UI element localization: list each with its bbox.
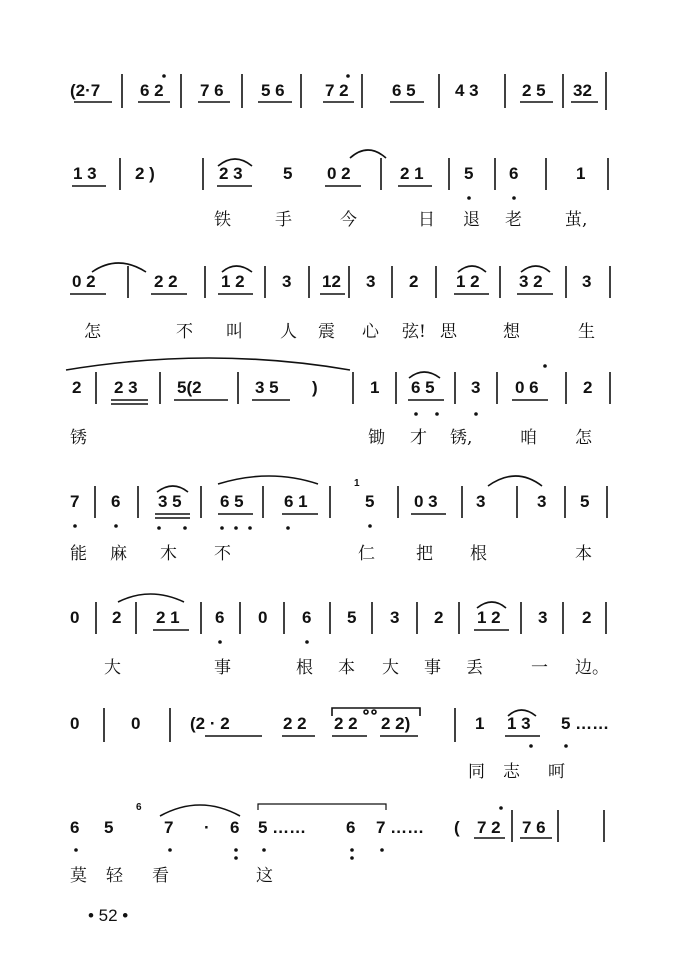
note-group: 0 2 [327, 164, 351, 183]
note-group: 6 5 [411, 378, 435, 397]
notation-system-3 [0, 258, 690, 368]
note-group: 2 5 [522, 81, 546, 100]
note-group: 7 [164, 818, 174, 837]
page-number: • 52 • [88, 906, 129, 925]
note-group: 5 [347, 608, 357, 627]
lyric: 日 [418, 210, 435, 230]
note-group: 6 1 [284, 492, 308, 511]
lyric: 事 [424, 658, 441, 678]
grace-note: 6 [136, 802, 142, 813]
note-group: 5 [104, 818, 114, 837]
note-group: 3 2 [519, 272, 543, 291]
lyric: 根 [470, 544, 487, 564]
lyric: 本 [338, 658, 355, 678]
note-group: 7 6 [200, 81, 224, 100]
lyric: 边。 [575, 658, 609, 678]
lyric: 才 [410, 428, 427, 448]
lyric: 把 [416, 544, 433, 564]
lyric: 仁 [358, 544, 375, 564]
notation-system-6 [0, 590, 690, 700]
system-4-marks [0, 360, 690, 470]
lyric: 莫 [70, 866, 87, 886]
lyric: 大 [382, 658, 399, 678]
note-group: 3 [476, 492, 486, 511]
note-group: 2 2 [334, 714, 358, 733]
lyric: 锈, [450, 428, 473, 448]
note-group: 2 1 [400, 164, 424, 183]
note-group: 6 5 [392, 81, 416, 100]
lyric: 能 [70, 544, 87, 564]
note-group: 5 [283, 164, 293, 183]
note-group: 1 [370, 378, 380, 397]
lyric: 锈 [70, 428, 87, 448]
lyric: 志 [503, 762, 520, 782]
notation-system-2 [0, 148, 690, 258]
note-group: 7 6 [522, 818, 546, 837]
note-group: 4 3 [455, 81, 479, 100]
lyric: 震 [318, 322, 335, 342]
lyric: 茧, [565, 210, 588, 230]
note-group: 2 2 [283, 714, 307, 733]
note-group: 6 2 [140, 81, 164, 100]
note-group: · [204, 818, 210, 837]
note-group: 1 2 [456, 272, 480, 291]
note-group: 3 [390, 608, 400, 627]
note-group: 0 [70, 714, 80, 733]
lyric: 不 [176, 322, 193, 342]
lyric: 轻 [106, 866, 123, 886]
lyric: 本 [575, 544, 592, 564]
note-group: ( [454, 818, 460, 837]
note-group: 3 [537, 492, 547, 511]
note-group: 7 2 [325, 81, 349, 100]
note-group: 5 …… [561, 714, 610, 733]
note-group: 3 5 [158, 492, 182, 511]
notation-system-8 [0, 800, 690, 910]
note-group: 1 [576, 164, 586, 183]
lyric: 麻 [110, 544, 127, 564]
lyric: 心 [362, 322, 379, 342]
note-group: 7 2 [477, 818, 501, 837]
note-group: 2 [583, 378, 593, 397]
note-group: 2 [434, 608, 444, 627]
note-group: 7 [70, 492, 80, 511]
note-group: 3 [366, 272, 376, 291]
note-group: 5(2 [177, 378, 202, 397]
notation-system-7 [0, 700, 690, 810]
note-group: 2 2) [381, 714, 411, 733]
lyric: 弦! [402, 322, 426, 342]
note-group: 6 [70, 818, 80, 837]
note-group: 6 [509, 164, 519, 183]
lyric: 木 [160, 544, 177, 564]
lyric: 咱 [520, 428, 537, 448]
note-group: 0 6 [515, 378, 539, 397]
note-group: 1 3 [73, 164, 97, 183]
lyric: 今 [340, 210, 357, 230]
note-group: 2 [582, 608, 592, 627]
lyric: 这 [256, 866, 273, 886]
note-group: 5 …… [258, 818, 307, 837]
notation-system-5 [0, 474, 690, 584]
note-group: (2·7 [70, 81, 101, 100]
lyric: 看 [152, 866, 169, 886]
note-group: 0 [70, 608, 80, 627]
note-group: 5 6 [261, 81, 285, 100]
lyric: 老 [505, 210, 522, 230]
lyric: 生 [578, 322, 595, 342]
note-group: 2 2 [154, 272, 178, 291]
note-group: 2 3 [219, 164, 243, 183]
lyric: 想 [503, 322, 520, 342]
note-group: 1 3 [507, 714, 531, 733]
note-group: 0 3 [414, 492, 438, 511]
note-group: 3 [282, 272, 292, 291]
lyric: 呵 [548, 762, 565, 782]
lyric: 怎 [84, 322, 101, 342]
lyric: 锄 [368, 428, 385, 448]
lyric: 铁 [214, 210, 231, 230]
lyric: 一 [531, 658, 548, 678]
lyric: 根 [296, 658, 313, 678]
note-group: (2 · 2 [190, 714, 230, 733]
note-group: 6 [346, 818, 356, 837]
lyric: 手 [275, 210, 292, 230]
system-8-marks [0, 800, 690, 910]
note-group: 6 [215, 608, 225, 627]
note-group: ) [312, 378, 318, 397]
lyric: 思 [440, 322, 457, 342]
note-group: 6 5 [220, 492, 244, 511]
note-group: 5 [365, 492, 375, 511]
system-6-marks [0, 590, 690, 700]
grace-note: 1 [354, 478, 360, 489]
note-group: 6 [230, 818, 240, 837]
note-group: 6 [302, 608, 312, 627]
note-group: 12 [322, 272, 341, 291]
note-group: 3 5 [255, 378, 279, 397]
note-group: 1 2 [221, 272, 245, 291]
note-group: 2 ) [135, 164, 155, 183]
note-group: 1 [475, 714, 485, 733]
note-group: 2 1 [156, 608, 180, 627]
note-group: 32 [573, 81, 592, 100]
note-group: 5 [580, 492, 590, 511]
note-group: 2 [72, 378, 82, 397]
note-group: 3 [538, 608, 548, 627]
note-group: 1 2 [477, 608, 501, 627]
lyric: 事 [214, 658, 231, 678]
note-group: 2 [112, 608, 122, 627]
note-group: 7 …… [376, 818, 425, 837]
note-group: 6 [111, 492, 121, 511]
notation-system-4 [0, 360, 690, 470]
lyric: 大 [104, 658, 121, 678]
lyric: 同 [468, 762, 485, 782]
lyric: 不 [214, 544, 231, 564]
lyric: 丢 [466, 658, 483, 678]
note-group: 3 [471, 378, 481, 397]
lyric: 人 [280, 322, 297, 342]
system-5-marks [0, 474, 690, 584]
note-group: 5 [464, 164, 474, 183]
lyric: 叫 [226, 322, 243, 342]
note-group: 0 [258, 608, 268, 627]
note-group: 0 [131, 714, 141, 733]
lyric: 怎 [575, 428, 592, 448]
note-group: 2 3 [114, 378, 138, 397]
note-group: 3 [582, 272, 592, 291]
note-group: 0 2 [72, 272, 96, 291]
lyric: 退 [463, 210, 480, 230]
note-group: 2 [409, 272, 419, 291]
